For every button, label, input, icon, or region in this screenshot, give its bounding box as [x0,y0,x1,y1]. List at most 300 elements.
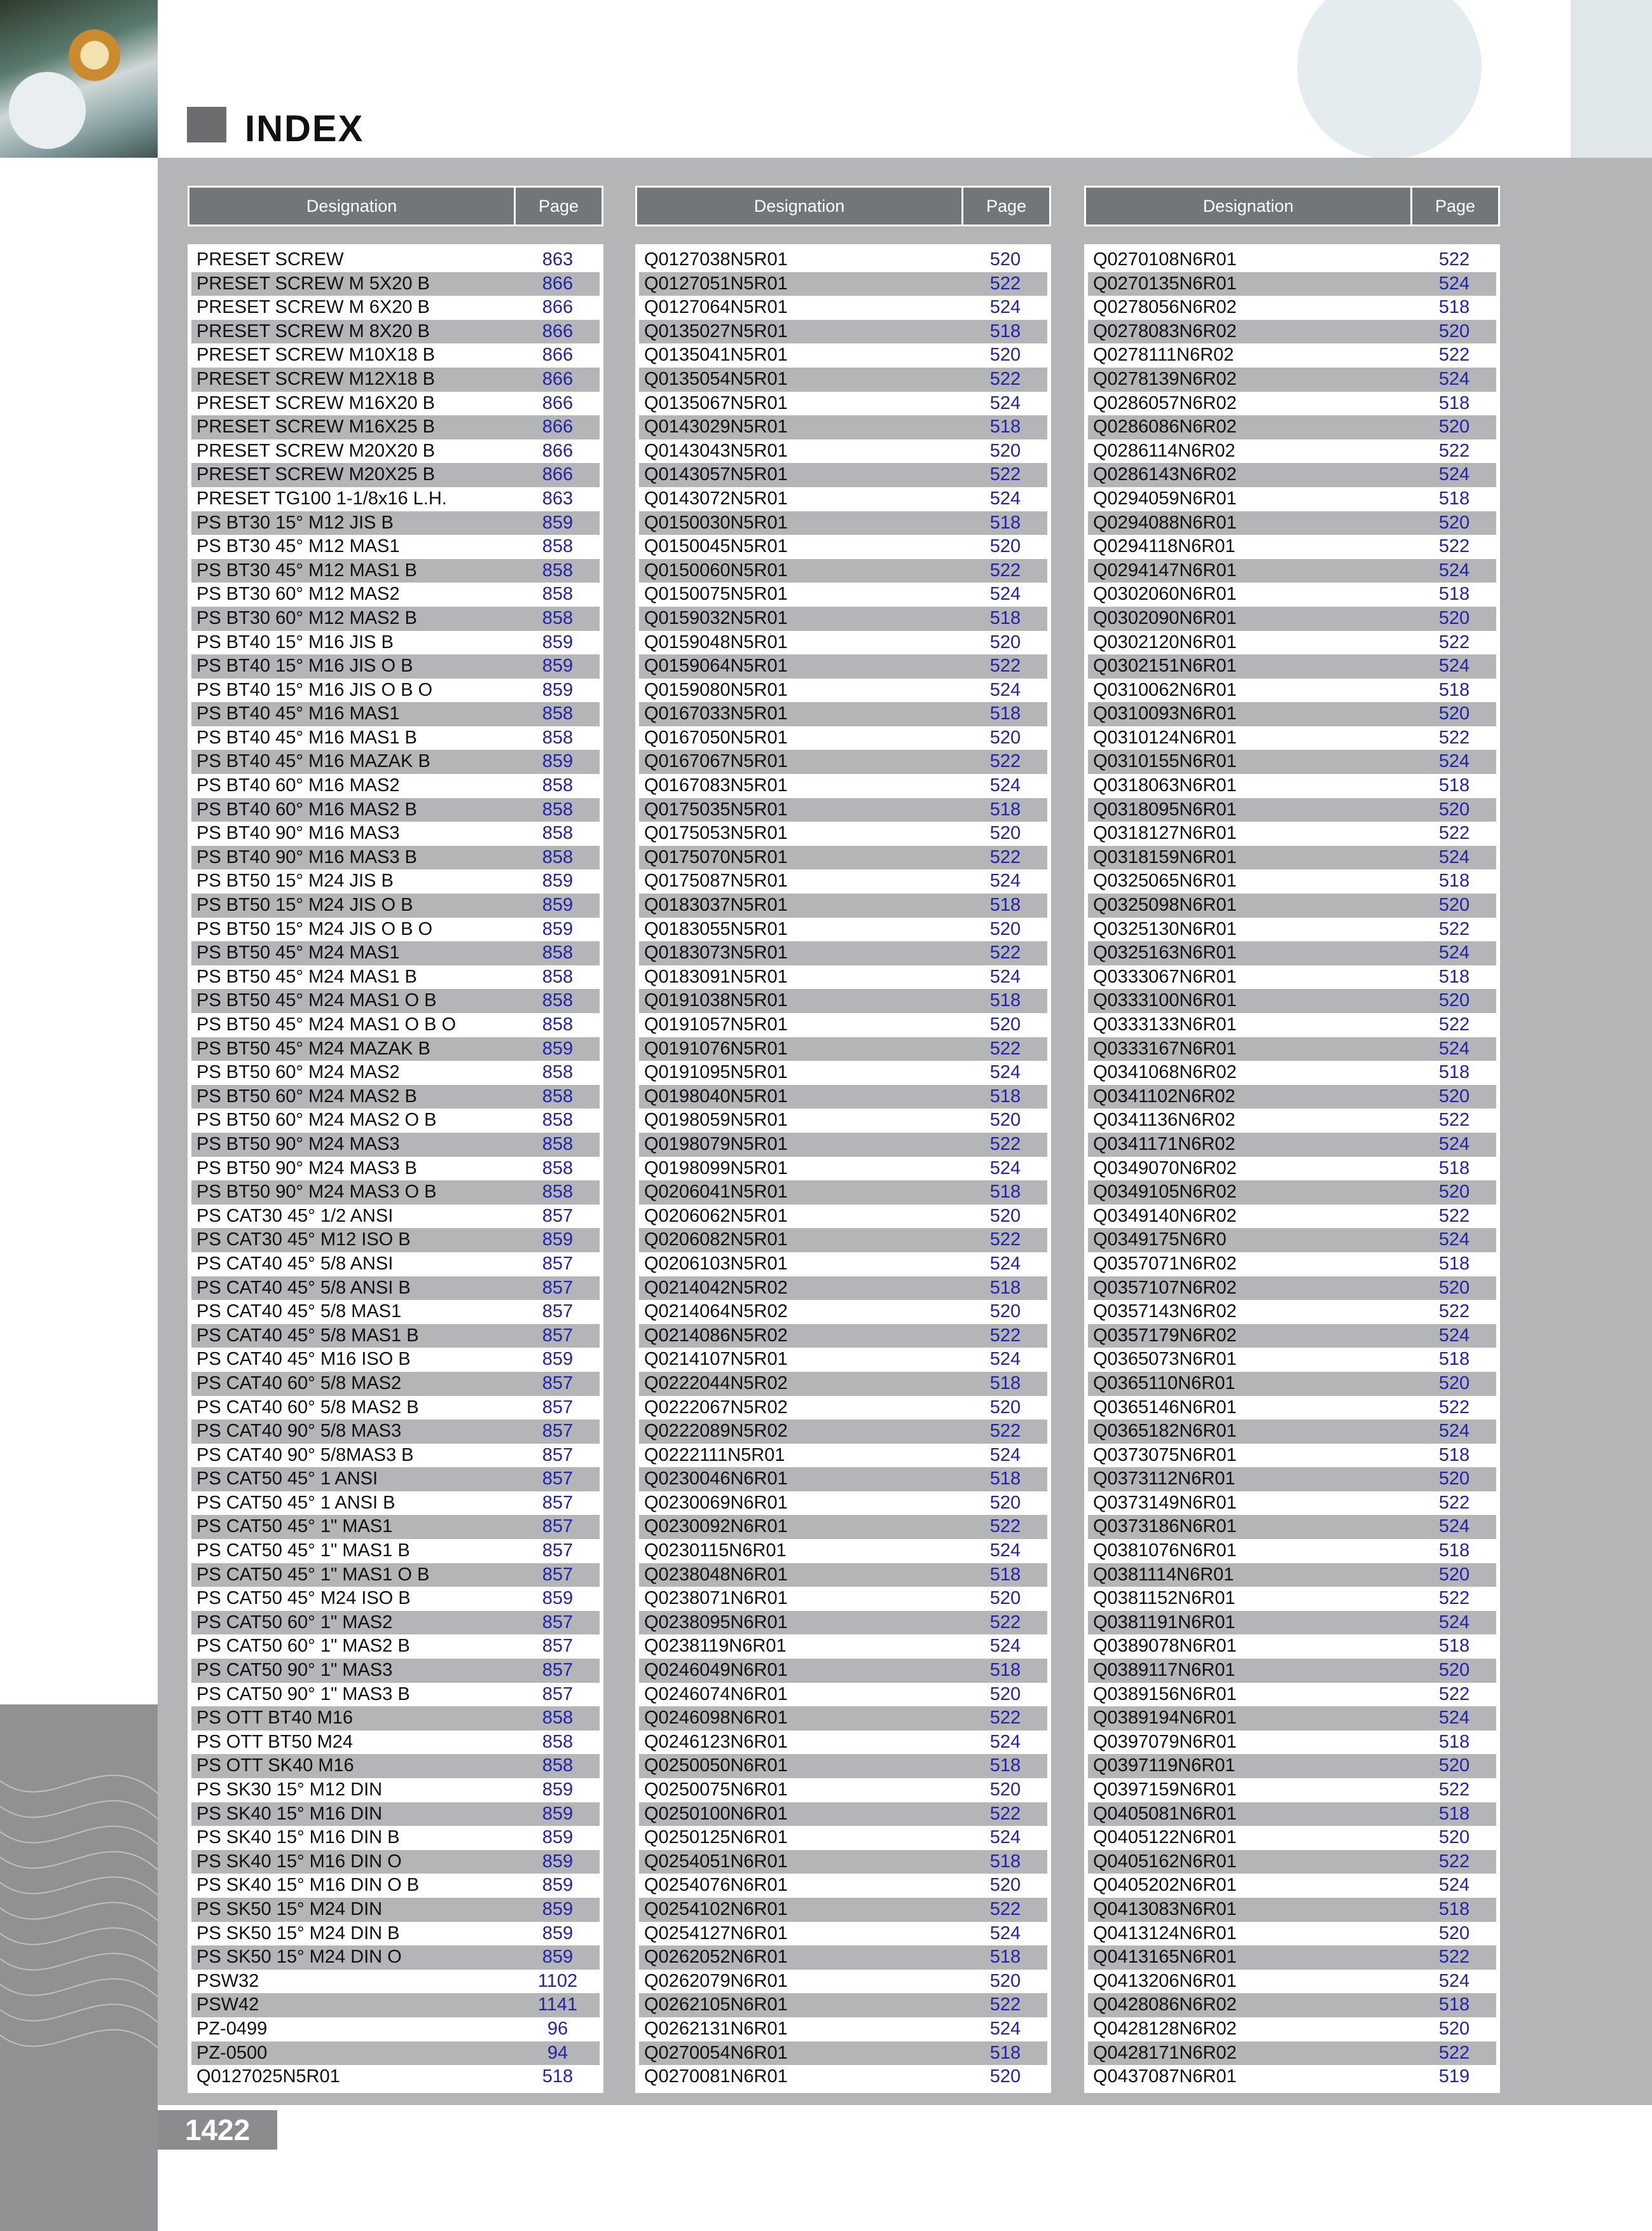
page-link[interactable]: 522 [1438,536,1470,557]
index-row [1088,965,1496,990]
page-link[interactable]: 520 [1438,895,1470,916]
page-link[interactable]: 520 [1438,1755,1470,1776]
page-link[interactable]: 518 [989,1372,1021,1393]
page-link[interactable]: 94 [547,2042,568,2063]
index-row [1088,1491,1496,1516]
page-link[interactable]: 524 [1438,1875,1470,1896]
page-link[interactable]: 522 [989,1325,1021,1346]
designation-header: Designation [189,188,516,224]
header-photo [0,0,158,158]
page-link[interactable]: 522 [1438,440,1470,461]
designation-cell: PRESET SCREW M20X25 B [196,464,435,485]
page-link[interactable]: 859 [542,918,574,939]
index-row [1088,1898,1496,1922]
index-row [191,1898,600,1922]
page-link[interactable]: 520 [989,1492,1021,1513]
page-link[interactable]: 518 [1438,584,1470,605]
designation-cell: Q0214086N5R02 [644,1325,788,1346]
page-link[interactable]: 522 [989,1516,1021,1537]
index-row [1088,1634,1496,1659]
page-link[interactable]: 857 [542,1397,574,1418]
page-link[interactable]: 522 [1438,1397,1470,1418]
page-link[interactable]: 858 [542,823,574,844]
page-link[interactable]: 522 [1438,1301,1470,1322]
page-link[interactable]: 524 [989,966,1021,987]
designation-cell: Q0278139N6R02 [1093,368,1237,389]
page-link[interactable]: 857 [542,1683,574,1704]
page-link[interactable]: 524 [1438,1325,1470,1346]
page-link[interactable]: 520 [1438,1827,1470,1848]
page-link[interactable]: 857 [542,1564,574,1585]
page-link[interactable]: 518 [989,703,1021,724]
designation-cell: Q0341102N6R02 [1093,1086,1236,1107]
page-link[interactable]: 859 [542,1875,574,1896]
page-link[interactable]: 858 [542,1731,574,1752]
page-link[interactable]: 522 [989,1133,1021,1154]
page-link[interactable]: 859 [542,1803,574,1824]
page-link[interactable]: 518 [1438,871,1470,892]
designation-cell: Q0349140N6R02 [1093,1205,1237,1226]
page-link[interactable]: 518 [1438,1731,1470,1752]
page-link[interactable]: 857 [542,1325,574,1346]
index-row [1088,272,1496,296]
page-link[interactable]: 866 [542,392,574,413]
index-row [1088,1037,1496,1061]
page-link[interactable]: 522 [989,751,1021,772]
page-link[interactable]: 520 [989,1110,1021,1131]
index-row [1088,679,1496,703]
page-link[interactable]: 524 [1438,1038,1470,1059]
page-link[interactable]: 522 [1438,1110,1470,1131]
index-row [191,1611,600,1635]
index-row [191,1205,600,1229]
page-link[interactable]: 518 [989,990,1021,1011]
page-link[interactable]: 524 [1438,368,1470,389]
page-link[interactable]: 857 [542,1516,574,1537]
page-link[interactable]: 518 [989,417,1021,438]
page-link[interactable]: 522 [989,273,1021,294]
page-link[interactable]: 520 [1438,1086,1470,1107]
page-link[interactable]: 520 [989,632,1021,653]
page-link[interactable]: 866 [542,297,574,318]
page-link[interactable]: 858 [542,1157,574,1178]
page-link[interactable]: 522 [1438,345,1470,366]
page-link[interactable]: 520 [1438,321,1470,342]
page-link[interactable]: 524 [1438,1970,1470,1991]
index-row [639,1324,1047,1348]
page-link[interactable]: 858 [542,1086,574,1107]
designation-cell: Q0325065N6R01 [1093,871,1237,892]
page-link[interactable]: 522 [989,656,1021,677]
page-link[interactable]: 863 [542,249,574,270]
index-row [191,1013,600,1037]
page-link[interactable]: 520 [989,1683,1021,1704]
page-link[interactable]: 520 [989,2066,1021,2087]
page-link[interactable]: 524 [989,488,1021,509]
page-link[interactable]: 522 [1438,727,1470,748]
page-link[interactable]: 520 [989,1588,1021,1609]
page-link[interactable]: 524 [989,775,1021,796]
page-link[interactable]: 520 [989,345,1021,366]
page-link[interactable]: 96 [547,2018,568,2039]
page-link[interactable]: 522 [989,1038,1021,1059]
page-link[interactable]: 522 [989,1994,1021,2015]
designation-cell: Q0278083N6R02 [1093,321,1237,342]
page-link[interactable]: 522 [1438,823,1470,844]
page-link[interactable]: 524 [989,297,1021,318]
page-link[interactable]: 522 [1438,1014,1470,1035]
page-link[interactable]: 524 [989,392,1021,413]
page-link[interactable]: 522 [989,464,1021,485]
index-row [191,1467,600,1491]
page-link[interactable]: 522 [989,1803,1021,1824]
page-title: INDEX [245,108,364,149]
page-link[interactable]: 524 [989,1923,1021,1944]
page-link[interactable]: 522 [989,368,1021,389]
page-link[interactable]: 866 [542,368,574,389]
page-link[interactable]: 519 [1438,2066,1470,2087]
page-link[interactable]: 524 [989,1253,1021,1274]
page-link[interactable]: 858 [542,1708,574,1729]
page-link[interactable]: 858 [542,1062,574,1083]
page-link[interactable]: 518 [989,1277,1021,1298]
page-link[interactable]: 522 [1438,1851,1470,1872]
page-link[interactable]: 857 [542,1372,574,1393]
index-list [635,244,1051,2093]
page-link[interactable]: 859 [542,1588,574,1609]
page-link[interactable]: 518 [989,1182,1021,1203]
page-link[interactable]: 520 [1438,1564,1470,1585]
designation-cell: PS BT40 60° M16 MAS2 B [196,799,417,820]
page-link[interactable]: 858 [542,1755,574,1776]
page-link[interactable]: 518 [989,1468,1021,1489]
page-link[interactable]: 518 [1438,1157,1470,1178]
page-link[interactable]: 518 [1438,679,1470,700]
index-row [191,607,600,631]
page-link[interactable]: 866 [542,321,574,342]
page-link[interactable]: 524 [1438,846,1470,867]
page-link[interactable]: 524 [989,1157,1021,1178]
page-link[interactable]: 518 [989,512,1021,533]
page-link[interactable]: 866 [542,345,574,366]
index-row [639,1396,1047,1420]
page-link[interactable]: 859 [542,1779,574,1800]
designation-cell: Q0294118N6R01 [1093,536,1236,557]
page-link[interactable]: 858 [542,990,574,1011]
page-link[interactable]: 524 [1438,560,1470,581]
page-link[interactable]: 858 [542,727,574,748]
page-link[interactable]: 524 [989,1827,1021,1848]
page-link[interactable]: 524 [1438,1133,1470,1154]
index-column-1 [188,186,603,2093]
page-link[interactable]: 518 [989,799,1021,820]
index-row [191,1444,600,1468]
page-link[interactable]: 520 [989,1875,1021,1896]
page-link[interactable]: 518 [1438,1994,1470,2015]
page-link[interactable]: 524 [989,1731,1021,1752]
index-row [1088,1826,1496,1850]
page-link[interactable]: 518 [989,1851,1021,1872]
page-link[interactable]: 863 [542,488,574,509]
page-link[interactable]: 520 [989,1970,1021,1991]
designation-cell: Q0246098N6R01 [644,1708,788,1729]
index-row [639,1730,1047,1755]
page-link[interactable]: 518 [1438,1636,1470,1657]
index-row [1088,1109,1496,1133]
page-link[interactable]: 518 [1438,1253,1470,1274]
page-link[interactable]: 522 [989,1708,1021,1729]
page-link[interactable]: 524 [1438,656,1470,677]
page-link[interactable]: 520 [1438,1923,1470,1944]
designation-cell: PS BT40 45° M16 MAZAK B [196,751,430,772]
page-link[interactable]: 858 [542,536,574,557]
page-link[interactable]: 857 [542,1612,574,1633]
page-link[interactable]: 522 [1438,249,1470,270]
page-link[interactable]: 859 [542,1349,574,1370]
page-link[interactable]: 522 [1438,2042,1470,2063]
page-link[interactable]: 520 [989,727,1021,748]
page-link[interactable]: 524 [1438,1229,1470,1250]
page-link[interactable]: 859 [542,1851,574,1872]
page-link[interactable]: 859 [542,1038,574,1059]
page-link[interactable]: 859 [542,632,574,653]
page-link[interactable]: 859 [542,1923,574,1944]
page-link[interactable]: 520 [1438,1468,1470,1489]
page-link[interactable]: 859 [542,512,574,533]
page-link[interactable]: 859 [542,871,574,892]
page-link[interactable]: 866 [542,464,574,485]
page-link[interactable]: 520 [1438,417,1470,438]
designation-cell: PRESET SCREW M20X20 B [196,440,435,461]
page-link[interactable]: 518 [1438,1898,1470,1919]
designation-cell: PS BT40 15° M16 JIS O B [196,656,413,677]
page-link[interactable]: 858 [542,560,574,581]
page-link[interactable]: 524 [989,679,1021,700]
page-link[interactable]: 520 [1438,990,1470,1011]
page-link[interactable]: 858 [542,1014,574,1035]
page-link[interactable]: 522 [989,943,1021,964]
page-link[interactable]: 518 [989,321,1021,342]
page-link[interactable]: 858 [542,1110,574,1131]
page-link[interactable]: 522 [989,560,1021,581]
page-link[interactable]: 859 [542,1898,574,1919]
page-link[interactable]: 866 [542,440,574,461]
page-link[interactable]: 522 [989,1612,1021,1633]
page-link[interactable]: 858 [542,799,574,820]
page-link[interactable]: 522 [1438,1492,1470,1513]
designation-cell: Q0405122N6R01 [1093,1827,1237,1848]
page-link[interactable]: 520 [989,1397,1021,1418]
page-link[interactable]: 518 [989,1947,1021,1968]
page-link[interactable]: 858 [542,1182,574,1203]
page-link[interactable]: 857 [542,1421,574,1442]
page-link[interactable]: 858 [542,966,574,987]
page-link[interactable]: 857 [542,1540,574,1561]
page-link[interactable]: 522 [989,1229,1021,1250]
page-link[interactable]: 524 [989,1540,1021,1561]
page-link[interactable]: 522 [1438,1947,1470,1968]
page-link[interactable]: 866 [542,273,574,294]
page-link[interactable]: 858 [542,1133,574,1154]
page-link[interactable]: 522 [1438,1779,1470,1800]
page-link[interactable]: 518 [1438,297,1470,318]
designation-cell: PRESET SCREW [196,249,344,270]
page-link[interactable]: 524 [989,1444,1021,1465]
index-row [1088,1970,1496,1994]
page-link[interactable]: 520 [989,536,1021,557]
page-link[interactable]: 522 [989,1421,1021,1442]
page-link[interactable]: 524 [1438,943,1470,964]
page-link[interactable]: 518 [1438,488,1470,509]
page-link[interactable]: 518 [542,2066,574,2087]
designation-cell: PS BT50 90° M24 MAS3 [196,1133,400,1154]
page-link[interactable]: 518 [989,895,1021,916]
page-link[interactable]: 522 [989,1898,1021,1919]
page-link[interactable]: 518 [989,2042,1021,2063]
page-link[interactable]: 520 [989,823,1021,844]
page-link[interactable]: 520 [989,440,1021,461]
page-link[interactable]: 518 [1438,966,1470,987]
designation-cell: PS SK40 15° M16 DIN B [196,1827,400,1848]
page-link[interactable]: 518 [1438,1349,1470,1370]
index-row [191,2017,600,2041]
page-link[interactable]: 520 [1438,703,1470,724]
designation-cell: Q0413165N6R01 [1093,1947,1237,1968]
index-row [639,798,1047,822]
index-row [191,1993,600,2017]
page-link[interactable]: 857 [542,1444,574,1465]
designation-cell: Q0397119N6R01 [1093,1755,1236,1776]
page-link[interactable]: 520 [1438,2018,1470,2039]
page-link[interactable]: 520 [989,1014,1021,1035]
page-link[interactable]: 1102 [537,1970,578,1991]
page-link[interactable]: 524 [989,1349,1021,1370]
page-link[interactable]: 520 [989,1779,1021,1800]
page-link[interactable]: 520 [1438,607,1470,628]
page-link[interactable]: 858 [542,703,574,724]
page-link[interactable]: 524 [989,1062,1021,1083]
page-link[interactable]: 522 [1438,918,1470,939]
designation-cell: PS BT50 60° M24 MAS2 O B [196,1110,437,1131]
page-link[interactable]: 520 [989,249,1021,270]
page-link[interactable]: 518 [989,1564,1021,1585]
index-row [639,869,1047,894]
designation-cell: Q0270081N6R01 [644,2066,788,2087]
page-link[interactable]: 859 [542,751,574,772]
index-row [639,846,1047,870]
index-row [639,248,1047,272]
page-link[interactable]: 522 [1438,1683,1470,1704]
index-row [1088,941,1496,965]
designation-cell: PS BT30 60° M12 MAS2 B [196,607,417,628]
page-link[interactable]: 857 [542,1301,574,1322]
page-link[interactable]: 520 [1438,799,1470,820]
page-link[interactable]: 520 [989,918,1021,939]
page-link[interactable]: 857 [542,1660,574,1681]
page-link[interactable]: 520 [1438,1277,1470,1298]
page-link[interactable]: 859 [542,656,574,677]
index-row [1088,1683,1496,1707]
page-link[interactable]: 522 [989,846,1021,867]
page-link[interactable]: 866 [542,417,574,438]
page-link[interactable]: 522 [1438,1588,1470,1609]
page-link[interactable]: 518 [989,1755,1021,1776]
page-link[interactable]: 859 [542,895,574,916]
page-link[interactable]: 524 [1438,1612,1470,1633]
page-link[interactable]: 520 [1438,1372,1470,1393]
index-row [1088,1778,1496,1802]
column-header [1084,186,1500,226]
page-link[interactable]: 520 [1438,512,1470,533]
page-link[interactable]: 858 [542,607,574,628]
page-link[interactable]: 520 [989,1205,1021,1226]
page-link[interactable]: 524 [1438,1708,1470,1729]
index-row [639,2041,1047,2066]
page-link[interactable]: 859 [542,679,574,700]
page-link[interactable]: 858 [542,584,574,605]
page-link[interactable]: 522 [1438,632,1470,653]
page-link[interactable]: 524 [1438,751,1470,772]
page-link[interactable]: 857 [542,1492,574,1513]
index-row [639,894,1047,918]
index-row [191,248,600,272]
page-link[interactable]: 524 [1438,273,1470,294]
page-link[interactable]: 524 [989,871,1021,892]
page-link[interactable]: 859 [542,1827,574,1848]
page-link[interactable]: 522 [1438,1205,1470,1226]
page-link[interactable]: 1141 [537,1994,578,2015]
page-link[interactable]: 518 [989,1660,1021,1681]
index-row [191,1037,600,1061]
page-link[interactable]: 518 [1438,1062,1470,1083]
page-link[interactable]: 859 [542,1947,574,1968]
page-link[interactable]: 518 [1438,392,1470,413]
page-link[interactable]: 857 [542,1468,574,1489]
page-link[interactable]: 524 [1438,1516,1470,1537]
page-link[interactable]: 857 [542,1277,574,1298]
page-link[interactable]: 858 [542,775,574,796]
page-link[interactable]: 524 [1438,464,1470,485]
page-link[interactable]: 520 [989,1301,1021,1322]
page-link[interactable]: 518 [1438,775,1470,796]
index-row [639,1706,1047,1730]
page-link[interactable]: 524 [989,584,1021,605]
page-link[interactable]: 858 [542,846,574,867]
designation-cell: Q0333167N6R01 [1093,1038,1237,1059]
page-link[interactable]: 524 [1438,1421,1470,1442]
page-link[interactable]: 857 [542,1205,574,1226]
page-link[interactable]: 518 [989,607,1021,628]
page-link[interactable]: 857 [542,1636,574,1657]
designation-cell: Q0325098N6R01 [1093,895,1237,916]
page-link[interactable]: 520 [1438,1182,1470,1203]
designation-cell: Q0349105N6R02 [1093,1182,1237,1203]
page-link[interactable]: 859 [542,1229,574,1250]
page-link[interactable]: 518 [1438,1444,1470,1465]
page-link[interactable]: 518 [1438,1540,1470,1561]
page-link[interactable]: 858 [542,943,574,964]
designation-cell: Q0159032N5R01 [644,607,788,628]
page-link[interactable]: 520 [1438,1660,1470,1681]
page-link[interactable]: 524 [989,2018,1021,2039]
page-link[interactable]: 857 [542,1253,574,1274]
index-row [1088,2065,1496,2089]
decorative-wave-pattern [0,1704,158,2231]
decorative-circle [1297,0,1482,159]
page-link[interactable]: 518 [1438,1803,1470,1824]
page-link[interactable]: 518 [989,1086,1021,1107]
page-link[interactable]: 524 [989,1636,1021,1657]
